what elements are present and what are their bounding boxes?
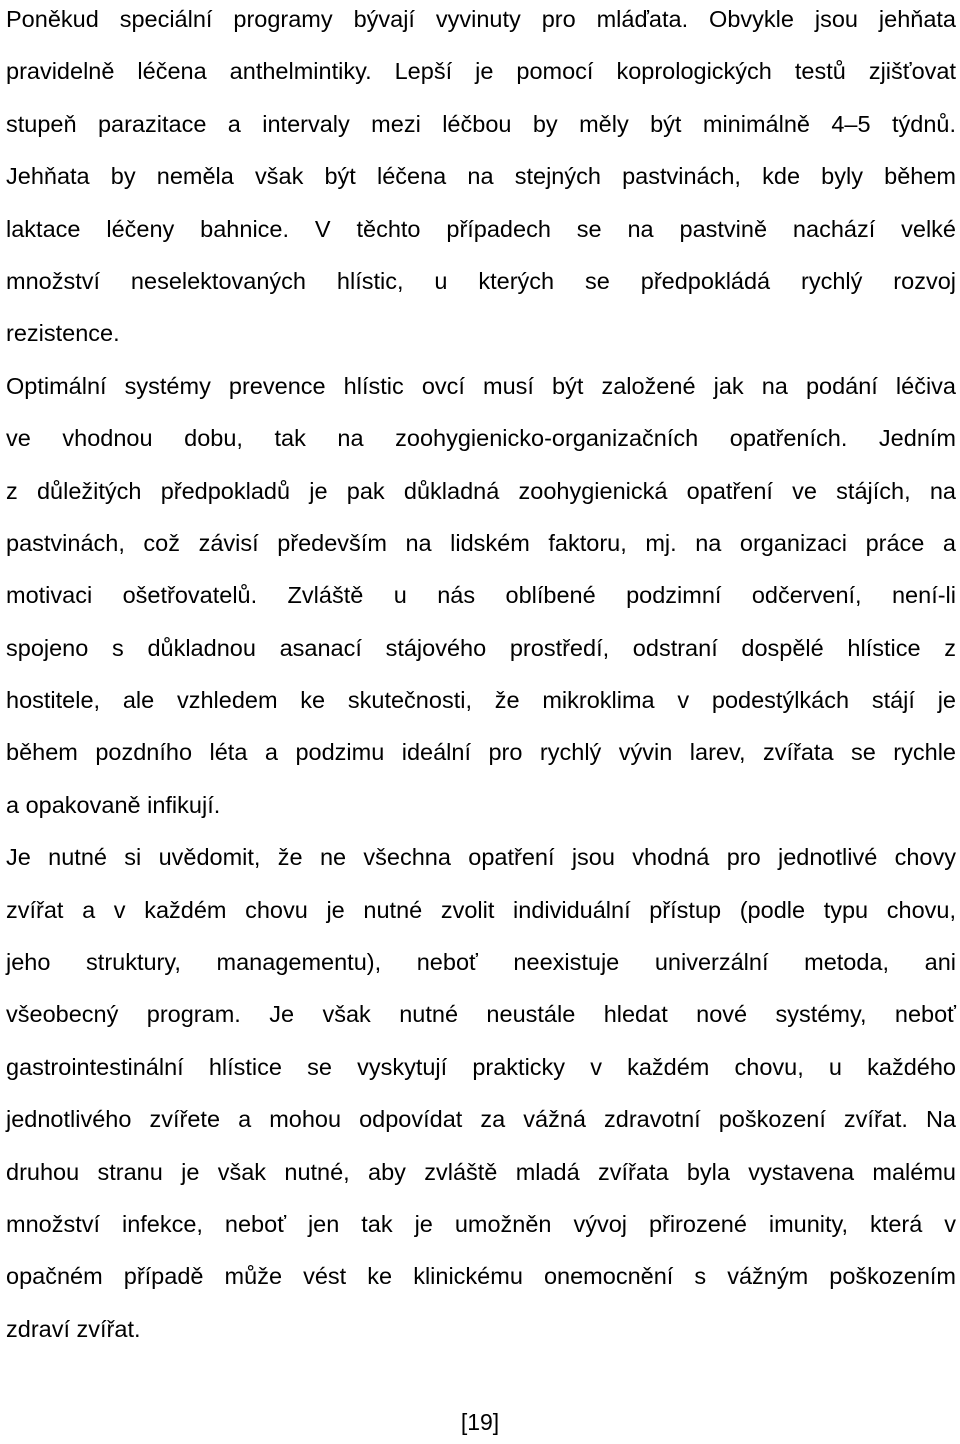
text-line: množství neselektovaných hlístic, u kterých se předpokládá rychlý rozvoj xyxy=(6,267,956,294)
text-line: Je nutné si uvědomit, že ne všechna opatření jsou vhodná pro jednotlivé chovy xyxy=(6,844,956,871)
text-line: rezistence. xyxy=(6,320,120,347)
text-line: spojeno s důkladnou asanací stájového prostředí, odstraní dospělé hlístice z xyxy=(6,634,956,661)
text-line: a opakovaně infikují. xyxy=(6,791,221,818)
text-line: zvířat a v každém chovu je nutné zvolit individuální přístup (podle typu chovu, xyxy=(6,896,956,923)
text-line: zdraví zvířat. xyxy=(6,1315,141,1342)
text-line: hostitele, ale vzhledem ke skutečnosti, že mikroklima v podestýlkách stájí je xyxy=(6,687,956,714)
text-line: ve vhodnou dobu, tak na zoohygienicko-organizačních opatřeních. Jedním xyxy=(6,425,956,452)
text-line: všeobecný program. Je však nutné neustále hledat nové systémy, neboť xyxy=(6,1001,956,1028)
text-line: opačném případě může vést ke klinickému onemocnění s vážným poškozením xyxy=(6,1263,956,1290)
text-line: Poněkud speciální programy bývají vyvinuty pro mláďata. Obvykle jsou jehňata xyxy=(6,6,956,32)
text-line: pastvinách, což závisí především na lidském faktoru, mj. na organizaci práce a xyxy=(6,529,956,556)
text-line: pravidelně léčena anthelmintiky. Lepší je pomocí koprologických testů zjišťovat xyxy=(6,58,956,85)
text-line: laktace léčeny bahnice. V těchto případech se na pastvině nachází velké xyxy=(6,215,956,242)
text-line: Jehňata by neměla však být léčena na stejných pastvinách, kde byly během xyxy=(6,163,956,190)
text-line: stupeň parazitace a intervaly mezi léčbou by měly být minimálně 4–5 týdnů. xyxy=(6,110,956,137)
text-line: motivaci ošetřovatelů. Zvláště u nás oblíbené podzimní odčervení, není-li xyxy=(6,582,956,609)
text-line: z důležitých předpokladů je pak důkladná zoohygienická opatření ve stájích, na xyxy=(6,477,956,504)
body-text xyxy=(6,0,956,1355)
text-line: jeho struktury, managementu), neboť neexistuje univerzální metoda, ani xyxy=(6,949,956,976)
page-number: [19] xyxy=(460,1409,500,1435)
text-line: během pozdního léta a podzimu ideální pro rychlý vývin larev, zvířata se rychle xyxy=(6,739,956,766)
text-line: Optimální systémy prevence hlístic ovcí musí být založené jak na podání léčiva xyxy=(6,372,956,399)
text-line: množství infekce, neboť jen tak je umožněn vývoj přirozené imunity, která v xyxy=(6,1210,956,1237)
text-line: gastrointestinální hlístice se vyskytují prakticky v každém chovu, u každého xyxy=(6,1053,956,1080)
text-line: druhou stranu je však nutné, aby zvláště mladá zvířata byla vystavena malému xyxy=(6,1158,956,1185)
text-line: jednotlivého zvířete a mohou odpovídat za vážná zdravotní poškození zvířat. Na xyxy=(6,1106,956,1133)
